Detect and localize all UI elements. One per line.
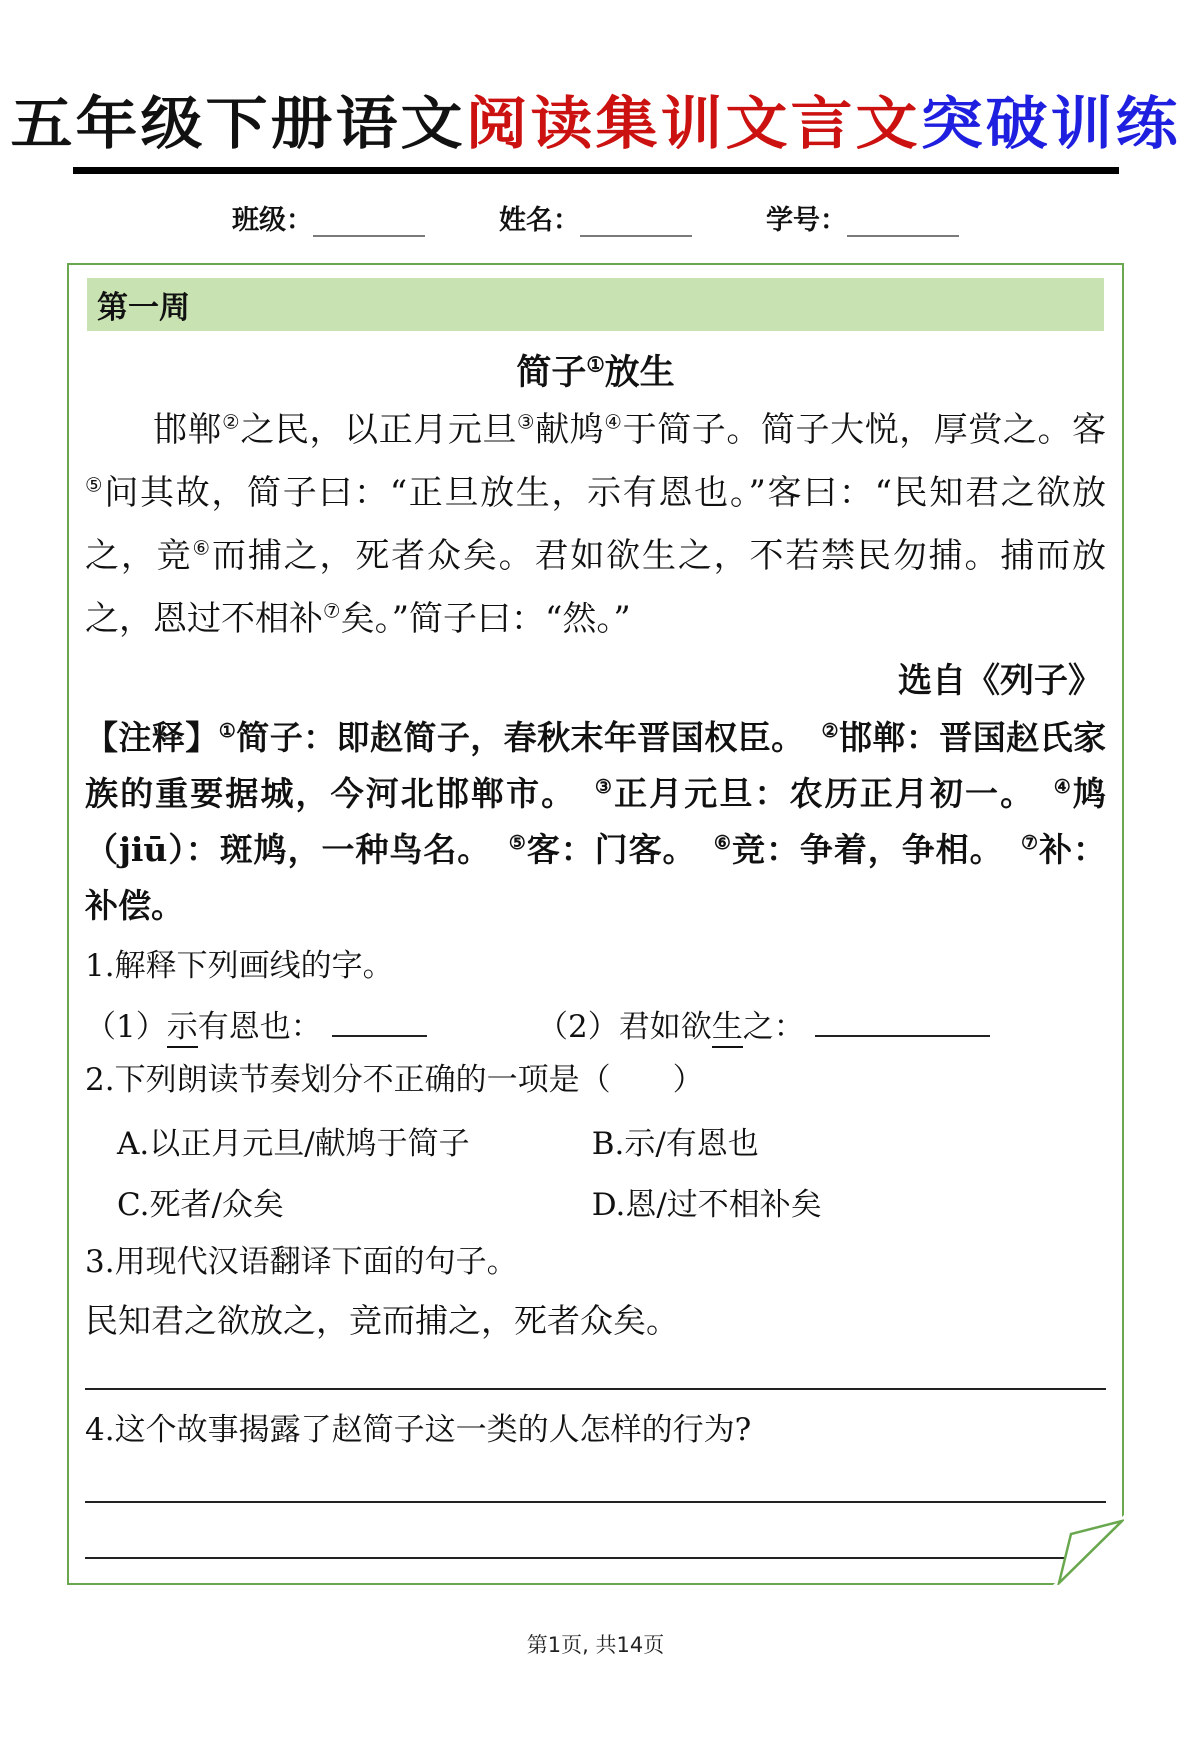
q1-blank-1[interactable]: [332, 1007, 427, 1037]
q1-item-2-rest: 之：: [742, 1008, 805, 1045]
passage-title: 简子①放生: [516, 352, 675, 393]
page: [0, 74, 1191, 1659]
week-title: 第一周: [97, 290, 190, 326]
q4-answer-line-1[interactable]: [85, 1501, 1106, 1503]
passage-text: 邯郸②之民，以正月元旦③献鸠④于简子。简子大悦，厚赏之。客⑤问其故，简子曰：“正旦放生，示有恩也。”客曰：“民知君之欲放之，竞⑥而捕之，死者众矣。君如欲生之，不若禁民勿捕。捕而放之，恩过不相补⑦矣。”简子曰：“然。”: [85, 410, 1107, 639]
title-part-blue: 突破训练: [920, 92, 1181, 156]
title-part-red: 阅读集训文言文: [465, 92, 921, 156]
info-bar: [0, 198, 1191, 237]
q3-answer-line[interactable]: [85, 1388, 1106, 1390]
question-3-label: 3.用现代汉语翻译下面的句子。: [85, 1244, 518, 1281]
question-1-items: [85, 1001, 1106, 1048]
q2-option-a: A.以正月元旦/献鸠于简子: [117, 1126, 470, 1163]
question-1-label: 1.解释下列画线的字。: [85, 947, 394, 984]
q4-answer-line-2[interactable]: [85, 1557, 1106, 1559]
week-header-band: [87, 278, 1104, 331]
question-2-label: 2.下列朗读节奏划分不正确的一项是（ ）: [85, 1061, 704, 1098]
question-4-label: 4.这个故事揭露了赵简子这一类的人怎样的行为?: [85, 1412, 752, 1449]
name-blank[interactable]: [580, 209, 692, 237]
main-title: [0, 78, 1191, 160]
q1-item-2-pre: 君如欲: [618, 1008, 712, 1045]
student-id-blank[interactable]: [847, 209, 959, 237]
q1-item-2: [537, 1001, 990, 1048]
title-part-black: 五年级下册语文: [10, 92, 466, 156]
class-blank[interactable]: [313, 209, 425, 237]
q2-option-b: B.示/有恩也: [591, 1126, 759, 1163]
name-label: 姓名：: [499, 205, 580, 236]
student-id-field: [766, 198, 959, 237]
q1-item-2-underlined-char: 生: [712, 1010, 743, 1048]
q2-option-d: D.恩/过不相补矣: [591, 1187, 822, 1224]
q1-blank-2[interactable]: [815, 1007, 990, 1037]
worksheet-box: [67, 263, 1124, 1585]
q1-item-1-underlined-char: 示: [167, 1010, 198, 1048]
title-double-underline: [73, 167, 1119, 174]
q1-item-1: [85, 1001, 537, 1048]
page-curl-icon: [1020, 1481, 1124, 1585]
student-id-label: 学号：: [766, 205, 847, 236]
class-label: 班级：: [232, 205, 313, 236]
q1-item-1-rest: 有恩也：: [197, 1008, 322, 1045]
class-field: [232, 198, 425, 237]
q3-sentence: 民知君之欲放之，竞而捕之，死者众矣。: [85, 1301, 679, 1341]
passage-source: 选自《列子》: [898, 660, 1102, 701]
q1-item-2-num: （2）: [537, 1008, 619, 1045]
q2-option-c: C.死者/众矣: [117, 1187, 284, 1224]
question-2-options: [85, 1118, 1106, 1224]
q1-item-1-num: （1）: [85, 1008, 167, 1045]
page-footer: 第1页, 共14页: [526, 1633, 665, 1657]
name-field: [499, 198, 692, 237]
passage-notes: 【注释】①简子：即赵简子，春秋末年晋国权臣。 ②邯郸：晋国赵氏家族的重要据城，今河北邯郸市。 ③正月元旦：农历正月初一。 ④鸠（jiū）：斑鸠，一种鸟名。 ⑤客：门客。 ⑥竞：争着，争相。 ⑦补：补偿。: [85, 717, 1107, 925]
